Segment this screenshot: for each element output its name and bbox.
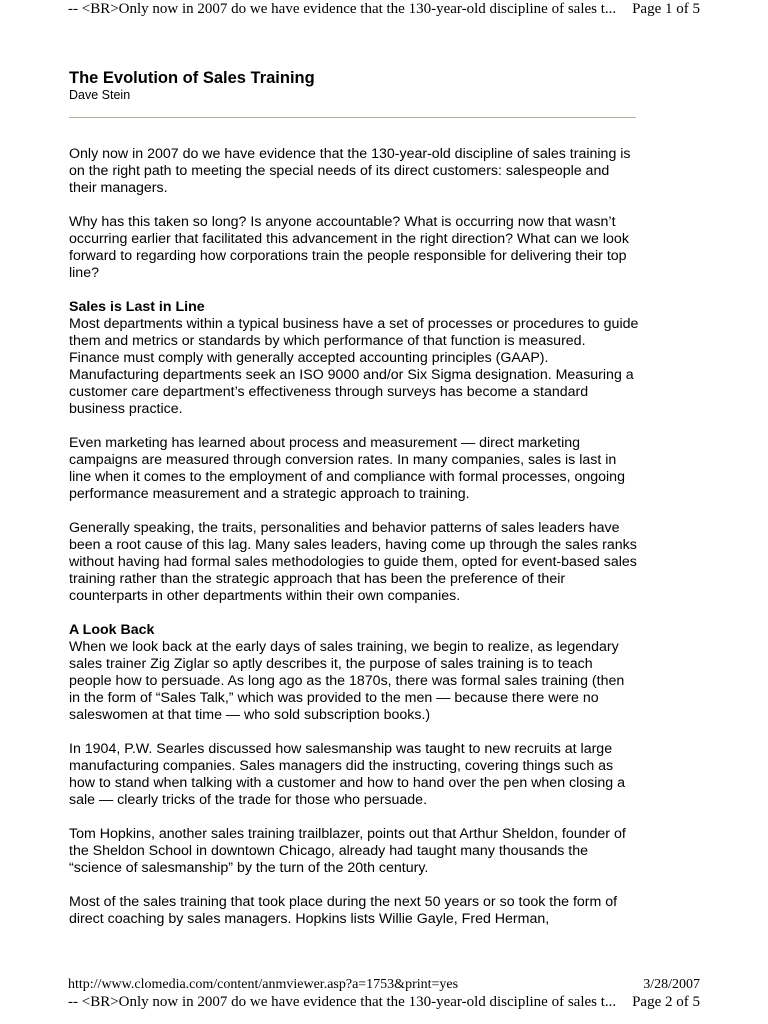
paragraph: Even marketing has learned about process and measurement — direct marketing campaigns are measured through conversion rates. In many companies, sales is last in line when it comes to the employment of and compliance with formal processes, ongoing performance measurement and a strategic approach to training. [69, 435, 625, 502]
paragraph: Tom Hopkins, another sales training trailblazer, points out that Arthur Sheldon, founder of the Sheldon School in downtown Chicago, already had taught many thousands the “science of salesmanship” by the turn of the 20th century. [69, 826, 626, 876]
print-header-top [0, 0, 768, 18]
article-body [69, 146, 639, 928]
print-header-title: -- <BR>Only now in 2007 do we have evidence that the 130-year-old discipline of sales t... [68, 994, 617, 1010]
print-header-page-number: Page 1 of 5 [632, 1, 700, 17]
article-author: Dave Stein [69, 88, 131, 102]
print-footer-date: 3/28/2007 [643, 977, 700, 992]
paragraph: Generally speaking, the traits, personalities and behavior patterns of sales leaders have been a root cause of this lag. Many sales leaders, having come up through the sales ranks without having had formal sales methodologies to guide them, opted for event-based sales training rather than the strategic approach that has been the preference of their counterparts in other departments within their own companies. [69, 520, 637, 604]
section-heading: Sales is Last in Line [69, 299, 205, 315]
section-heading: A Look Back [69, 622, 155, 638]
paragraph: Most of the sales training that took place during the next 50 years or so took the form of direct coaching by sales managers. Hopkins lists Willie Gayle, Fred Herman, [69, 894, 618, 927]
paragraph: Only now in 2007 do we have evidence that the 130-year-old discipline of sales training is on the right path to meeting the special needs of its direct customers: salespeople and their managers. [69, 146, 631, 196]
paragraph: In 1904, P.W. Searles discussed how salesmanship was taught to new recruits at large manufacturing companies. Sales managers did the instructing, covering things such as how to stand when talking with a customer and how to hand over the pen when closing a sale — clearly tricks of the trade for those who persuade. [69, 741, 626, 808]
article-title: The Evolution of Sales Training [69, 69, 315, 87]
article [69, 68, 639, 945]
print-header-bottom [0, 993, 768, 1011]
print-footer-url: http://www.clomedia.com/content/anmviewer.asp?a=1753&print=yes [68, 977, 459, 992]
paragraph: When we look back at the early days of sales training, we begin to realize, as legendary sales trainer Zig Ziglar so aptly describes it, the purpose of sales training is to teach people how to persuade. As long ago as the 1870s, there was formal sales training (then in the form of “Sales Talk,” which was provided to the men — because there were no saleswomen at that time — who sold subscription books.) [69, 639, 625, 723]
print-header-title: -- <BR>Only now in 2007 do we have evidence that the 130-year-old discipline of sales t... [68, 1, 617, 17]
print-header-page-number: Page 2 of 5 [632, 994, 700, 1010]
print-footer [0, 976, 768, 994]
title-divider [69, 117, 636, 118]
paragraph: Most departments within a typical business have a set of processes or procedures to guide them and metrics or standards by which performance of that function is measured. Finance must comply with generally accepted accounting principles (GAAP). Manufacturing departments seek an ISO 9000 and/or Six Sigma designation. Measuring a customer care department’s effectiveness through surveys has become a standard business practice. [69, 316, 639, 417]
paragraph: Why has this taken so long? Is anyone accountable? What is occurring now that wasn’t occurring earlier that facilitated this advancement in the right direction? What can we look forward to regarding how corporations train the people responsible for delivering their top line? [69, 214, 629, 281]
